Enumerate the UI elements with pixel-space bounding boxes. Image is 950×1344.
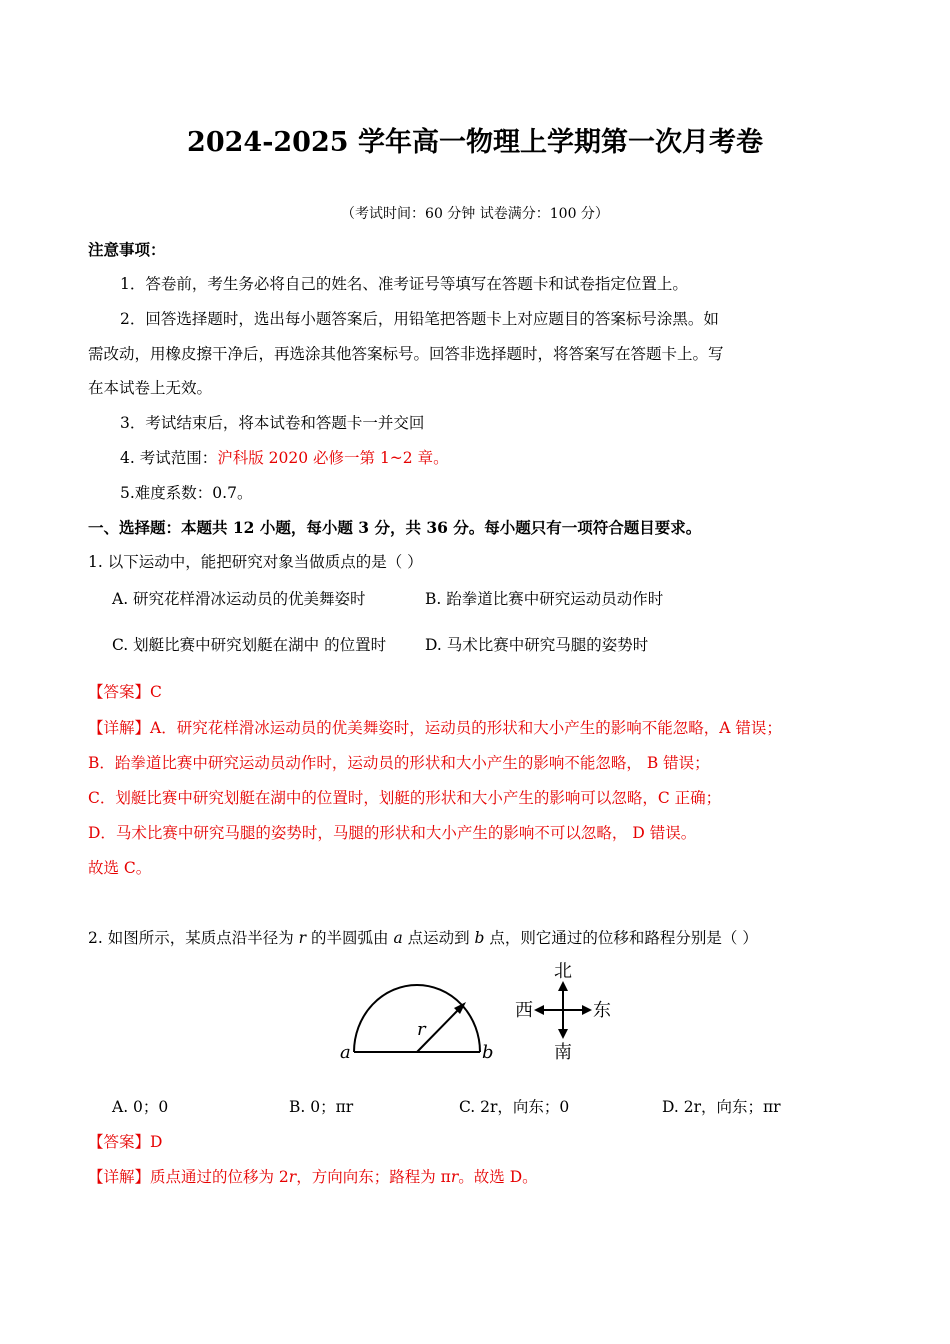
question-1-detail: D．马术比赛中研究马腿的姿势时，马腿的形状和大小产生的影响不可以忽略， D 错误。 — [88, 824, 697, 842]
notice-item-2-cont: 需改动，用橡皮擦干净后，再选涂其他答案标号。回答非选择题时，将答案写在答题卡上。写 — [88, 345, 724, 363]
stem-text: 点运动到 — [402, 929, 475, 947]
notice-item-4-label: 4. 考试范围： — [120, 449, 218, 467]
label-west: 西 — [515, 1000, 533, 1021]
arrow-north — [558, 981, 568, 991]
notice-item-2: 2．回答选择题时，选出每小题答案后，用铅笔把答题卡上对应题目的答案标号涂黑。如 — [120, 310, 719, 328]
arrow-south — [558, 1029, 568, 1039]
notice-item-1: 1．答卷前，考生务必将自己的姓名、准考证号等填写在答题卡和试卷指定位置上。 — [120, 275, 688, 293]
notice-item-3: 3．考试结束后，将本试卷和答题卡一并交回 — [120, 414, 425, 432]
question-2-option-c: C. 2r，向东；0 — [459, 1098, 570, 1116]
label-south: 南 — [554, 1042, 572, 1063]
stem-text: 的半圆弧由 — [306, 929, 394, 947]
question-1-option-b: B. 跆拳道比赛中研究运动员动作时 — [425, 590, 664, 608]
question-1-option-c: C. 划艇比赛中研究划艇在湖中 的位置时 — [112, 636, 387, 654]
question-1-detail: B．跆拳道比赛中研究运动员动作时，运动员的形状和大小产生的影响不能忽略， B 错误； — [88, 754, 710, 772]
detail-text: 【详解】质点通过的位移为 2 — [88, 1168, 289, 1186]
detail-text: ，方向向东；路程为 π — [296, 1168, 451, 1186]
stem-var-r: r — [298, 929, 307, 947]
detail-var-r: r — [288, 1168, 297, 1186]
stem-text: 2. 如图所示，某质点沿半径为 — [88, 929, 299, 947]
label-east: 东 — [593, 1000, 611, 1021]
question-2-option-a: A. 0；0 — [112, 1098, 169, 1116]
question-1-stem: 1. 以下运动中，能把研究对象当做质点的是（ ） — [88, 553, 423, 571]
arrow-east — [582, 1005, 592, 1015]
question-1-option-a: A. 研究花样滑冰运动员的优美舞姿时 — [112, 590, 366, 608]
label-r: r — [417, 1019, 426, 1040]
section-heading: 一、选择题：本题共 12 小题，每小题 3 分，共 36 分。每小题只有一项符合题目要求。 — [88, 518, 702, 537]
detail-text: 。故选 D。 — [458, 1168, 538, 1186]
stem-var-b: b — [474, 929, 485, 947]
label-north: 北 — [554, 961, 572, 982]
question-1-detail: C．划艇比赛中研究划艇在湖中的位置时，划艇的形状和大小产生的影响可以忽略，C 正确； — [88, 789, 722, 807]
stem-var-a: a — [393, 929, 403, 947]
question-1-answer: 【答案】C — [88, 683, 162, 701]
arrow-west — [534, 1005, 544, 1015]
question-2-option-d: D. 2r，向东；πr — [662, 1098, 781, 1116]
question-2-option-b: B. 0；πr — [289, 1098, 354, 1116]
notice-heading: 注意事项： — [88, 240, 166, 259]
label-b: b — [482, 1042, 494, 1063]
page-title: 2024-2025 学年高一物理上学期第一次月考卷 — [187, 127, 763, 158]
question-1-detail: 故选 C。 — [88, 859, 152, 877]
exam-info: （考试时间：60 分钟 试卷满分：100 分） — [341, 206, 609, 222]
question-1-option-d: D. 马术比赛中研究马腿的姿势时 — [425, 636, 649, 654]
question-2-answer: 【答案】D — [88, 1133, 163, 1151]
notice-item-4 — [120, 448, 449, 468]
detail-var-r: r — [450, 1168, 459, 1186]
notice-item-2-cont: 在本试卷上无效。 — [88, 379, 213, 397]
question-2-detail — [88, 1167, 538, 1187]
notice-item-5: 5.难度系数：0.7。 — [120, 484, 253, 502]
question-1-detail: 【详解】A．研究花样滑冰运动员的优美舞姿时，运动员的形状和大小产生的影响不能忽略，A 错误； — [88, 719, 782, 737]
semicircle-diagram — [330, 955, 630, 1065]
exam-scope: 沪科版 2020 必修一第 1~2 章。 — [217, 449, 449, 467]
question-2-stem — [88, 928, 758, 948]
stem-text: 点，则它通过的位移和路程分别是（ ） — [484, 929, 758, 947]
label-a: a — [340, 1042, 351, 1063]
